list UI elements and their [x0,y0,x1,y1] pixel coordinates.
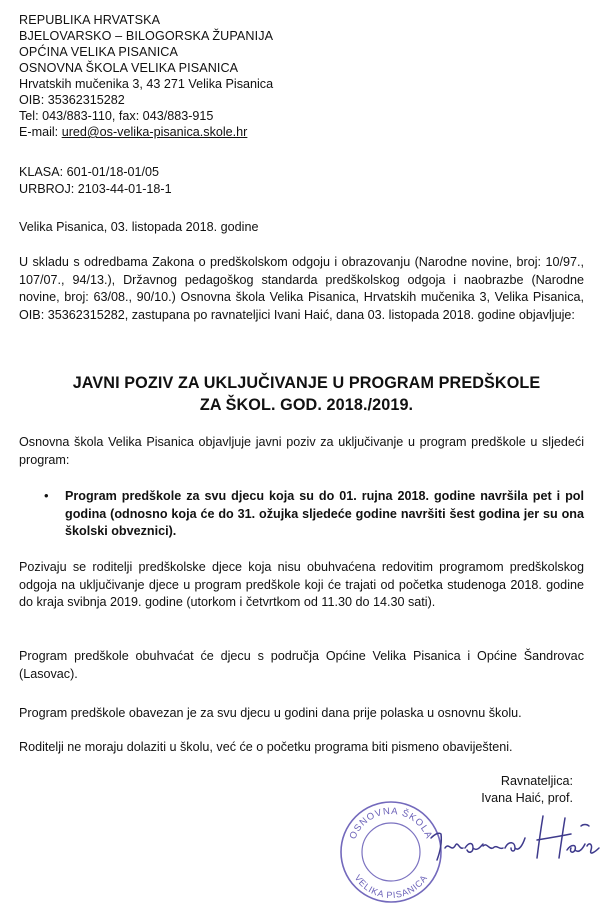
document-title [0,372,613,416]
email-link[interactable]: ured@os-velika-pisanica.skole.hr [61,125,248,139]
place-date-line: Velika Pisanica, 03. listopada 2018. godine [19,220,259,234]
address-line: Hrvatskih mučenika 3, 43 271 Velika Pisanica [19,77,274,91]
letterhead [19,12,273,140]
stamp-top-text: OSNOVNA ŠKOLA [347,805,435,841]
intro-paragraph: U skladu s odredbama Zakona o predškolskom odgoju i obrazovanju (Narodne novine, broj: 10/97., 107/07., 94/13.), Državnog pedagoškog standarda predškolskog odgoja i naobrazbe (Narodne novine, broj: 63/08., 90/10.) Osnovna škola Velika Pisanica, Hrvatskih mučenika 3, Velika Pisanica, OIB: 35362315282, zastupana po ravnateljici Ivani Haić, dana 03. listopada 2018. godine objavljuje: [19,255,584,322]
oib-line: OIB: 35362315282 [19,93,125,107]
stamp-bottom-text: VELIKA PISANICA [352,872,430,901]
municipality-line: OPĆINA VELIKA PISANICA [19,45,178,59]
signatory-name: Ivana Haić, prof. [481,791,573,805]
handwritten-signature-icon [425,808,605,868]
svg-text:VELIKA PISANICA [353,873,430,900]
program-description: Program predškole za svu djecu koja su do 01. rujna 2018. godine navršila pet i pol godina (odnosno koja će do 31. ožujka sljedeće godine navršiti šest godina jer su ona školski obveznici). [65,489,584,538]
paragraph-mandatory: Program predškole obavezan je za svu djecu u godini dana prije polaska u osnovnu školu. [19,706,522,720]
school-name-line: OSNOVNA ŠKOLA VELIKA PISANICA [19,61,239,75]
paragraph-notification: Roditelji ne moraju dolaziti u školu, već će o početku programa biti pismeno obaviješteni. [19,740,513,754]
reference-numbers [19,164,172,198]
urbroj-line: URBROJ: 2103-44-01-18-1 [19,182,172,196]
email-label: E-mail: [19,125,62,139]
signatory-title: Ravnateljica: [500,774,573,788]
bullet-marker: • [44,488,49,503]
country-line: REPUBLIKA HRVATSKA [19,13,161,27]
title-line-1: JAVNI POZIV ZA UKLJUČIVANJE U PROGRAM PREDŠKOLE [72,374,541,392]
paragraph-coverage: Program predškole obuhvaćat će djecu s područja Općine Velika Pisanica i Općine Šandrovac (Lasovac). [19,649,584,681]
paragraph-announcement: Osnovna škola Velika Pisanica objavljuje javni poziv za uključivanje u program predškole u sljedeći program: [19,435,584,467]
email-line [19,124,273,140]
title-line-2: ZA ŠKOL. GOD. 2018./2019. [199,396,414,414]
klasa-line: KLASA: 601-01/18-01/05 [19,165,160,179]
paragraph-invitation: Pozivaju se roditelji predškolske djece koja nisu obuhvaćena redovitim programom predškolskog odgoja na uključivanje djece u program predškole koji će trajati od početka studenoga 2018. godine do kraja svibnja 2019. godine (utorkom i četvrtkom od 11.30 do 14.30 sati). [19,560,584,609]
phone-line: Tel: 043/883-110, fax: 043/883-915 [19,109,214,123]
county-line: BJELOVARSKO – BILOGORSKA ŽUPANIJA [19,29,274,43]
